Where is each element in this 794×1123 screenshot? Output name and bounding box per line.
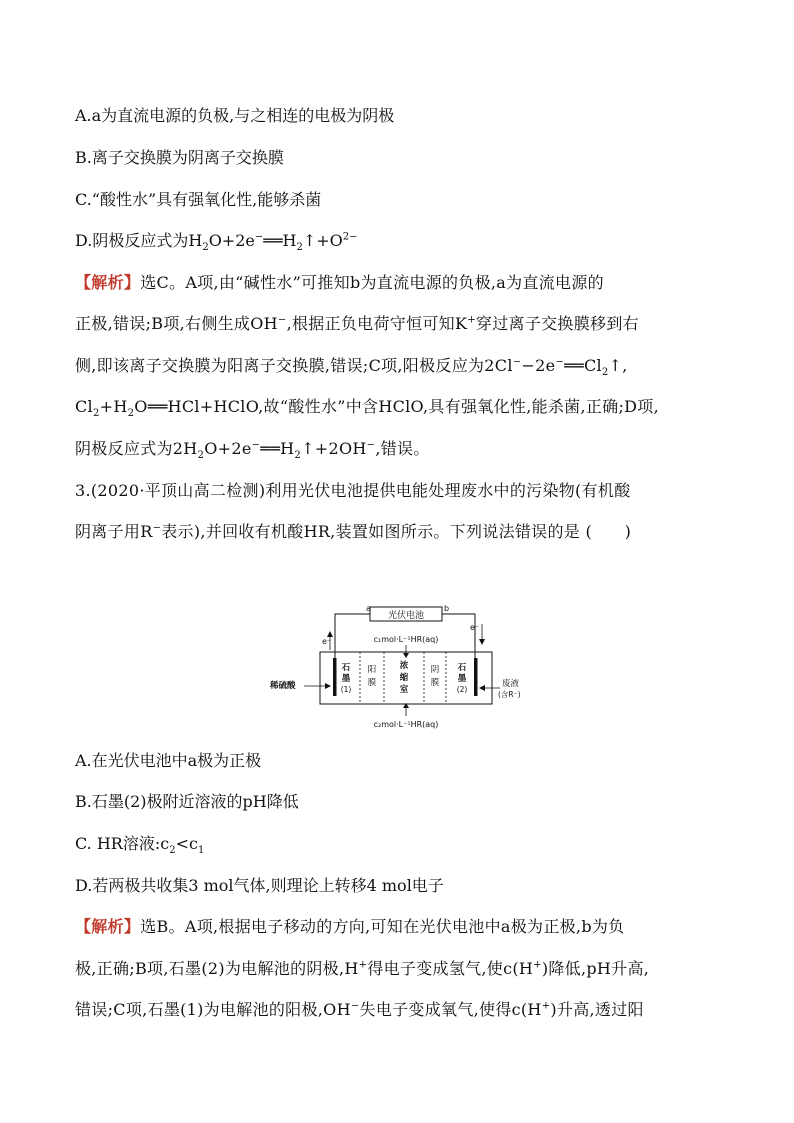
right-inlet-arrowhead — [479, 685, 485, 691]
q2-option-d: D.阴极反应式为$H_2O+2e^-══H_2↑+O^{2-}$ — [75, 231, 358, 254]
left-wire — [335, 614, 370, 667]
q3-stem-line-2: 阴离子用R−表示),并回收有机酸HR,装置如图所示。下列说法错误的是 ( ) — [75, 522, 632, 541]
left-inlet-arrowhead — [325, 683, 331, 689]
terminal-a-label: a — [366, 604, 371, 613]
cation-membrane-char-1: 阳 — [367, 665, 377, 675]
waste-liquid-label: 废液 — [502, 679, 520, 689]
dilute-sulfuric-acid-label: 稀硫酸 — [270, 681, 296, 691]
q3-option-a: A.在光伏电池中a极为正极 — [75, 751, 262, 770]
electrolysis-diagram — [270, 600, 540, 740]
q2-option-a: A.a为直流电源的负极,与之相连的电极为阴极 — [75, 106, 395, 125]
graphite2-char-1: 石 — [457, 663, 467, 673]
q3-option-d: D.若两极共收集3 mol气体,则理论上转移4 mol电子 — [75, 876, 444, 895]
electron-arrowhead-right — [479, 639, 485, 645]
q2-analysis-line-3: 侧,即该离子交换膜为阳离子交换膜,错误;C项,阳极反应为$2Cl^--2e^-══Cl_2↑$, — [75, 356, 628, 379]
graphite2-char-2: 墨 — [457, 674, 467, 684]
right-wire — [442, 614, 475, 667]
q3-option-c: C. HR溶液$:c_2<c_1$ — [75, 834, 205, 857]
top-concentration-label: c₁mol·L⁻¹HR(aq) — [373, 635, 439, 644]
graphite1-char-3: (1) — [340, 685, 352, 694]
graphite1-char-2: 墨 — [341, 674, 351, 684]
waste-liquid-sublabel: (含R⁻) — [498, 690, 521, 699]
q2-option-c: C.“酸性水”具有强氧化性,能够杀菌 — [75, 190, 322, 209]
graphite1-char-1: 石 — [341, 663, 351, 673]
q3-option-b: B.石墨(2)极附近溶液的pH降低 — [75, 792, 299, 811]
q3-stem-line-1: 3.(2020·平顶山高二检测)利用光伏电池提供电能处理废水中的污染物(有机酸 — [75, 481, 631, 500]
pv-cell-label: 光伏电池 — [387, 611, 425, 621]
q2-analysis-line-5: 阴极反应式为$2H_2O+2e^-══H_2↑+2OH^-$,错误。 — [75, 439, 430, 462]
anion-membrane-char-1: 阴 — [430, 665, 440, 675]
analysis-tag: 【解析】 — [75, 917, 141, 936]
analysis-tag: 【解析】 — [75, 273, 141, 292]
cation-membrane-char-2: 膜 — [367, 678, 377, 688]
q3-analysis-line-3: 错误;C项,石墨(1)为电解池的阳极,OH−失电子变成氧气,使得c(H+)升高,透过阳 — [75, 1000, 644, 1019]
graphite2-char-3: (2) — [456, 685, 468, 694]
q3-analysis-line-2: 极,正确;B项,石墨(2)为电解池的阴极,H+得电子变成氢气,使c(H+)降低,pH升高, — [75, 959, 650, 978]
top-arrowhead — [403, 653, 409, 658]
electron-label-right: e⁻ — [470, 623, 480, 632]
graphite-electrode-2 — [474, 658, 478, 696]
q2-analysis-line-1: 【解析】选C。A项,由“碱性水”可推知b为直流电源的负极,a为直流电源的 — [75, 273, 604, 292]
q2-option-b: B.离子交换膜为阴离子交换膜 — [75, 148, 284, 167]
electron-label-left: e⁻ — [322, 637, 332, 646]
q2-analysis-line-2: 正极,错误;B项,右侧生成OH−,根据正负电荷守恒可知K+穿过离子交换膜移到右 — [75, 314, 639, 333]
terminal-b-label: b — [444, 604, 450, 613]
concentrate-char-3: 室 — [399, 685, 409, 695]
concentrate-char-1: 浓 — [399, 661, 409, 671]
graphite-electrode-1 — [333, 658, 337, 696]
anion-membrane-char-2: 膜 — [430, 678, 440, 688]
electron-arrowhead-left — [327, 631, 333, 637]
concentrate-char-2: 缩 — [399, 673, 409, 683]
bottom-concentration-label: c₂mol·L⁻¹HR(aq) — [373, 720, 439, 729]
q3-analysis-line-1: 【解析】选B。A项,根据电子移动的方向,可知在光伏电池中a极为正极,b为负 — [75, 917, 625, 936]
q2-analysis-line-4: $Cl_2+H_2O══HCl+HClO$,故“酸性水”中含HClO,具有强氧化性,能杀菌,正确;D项, — [75, 397, 659, 420]
